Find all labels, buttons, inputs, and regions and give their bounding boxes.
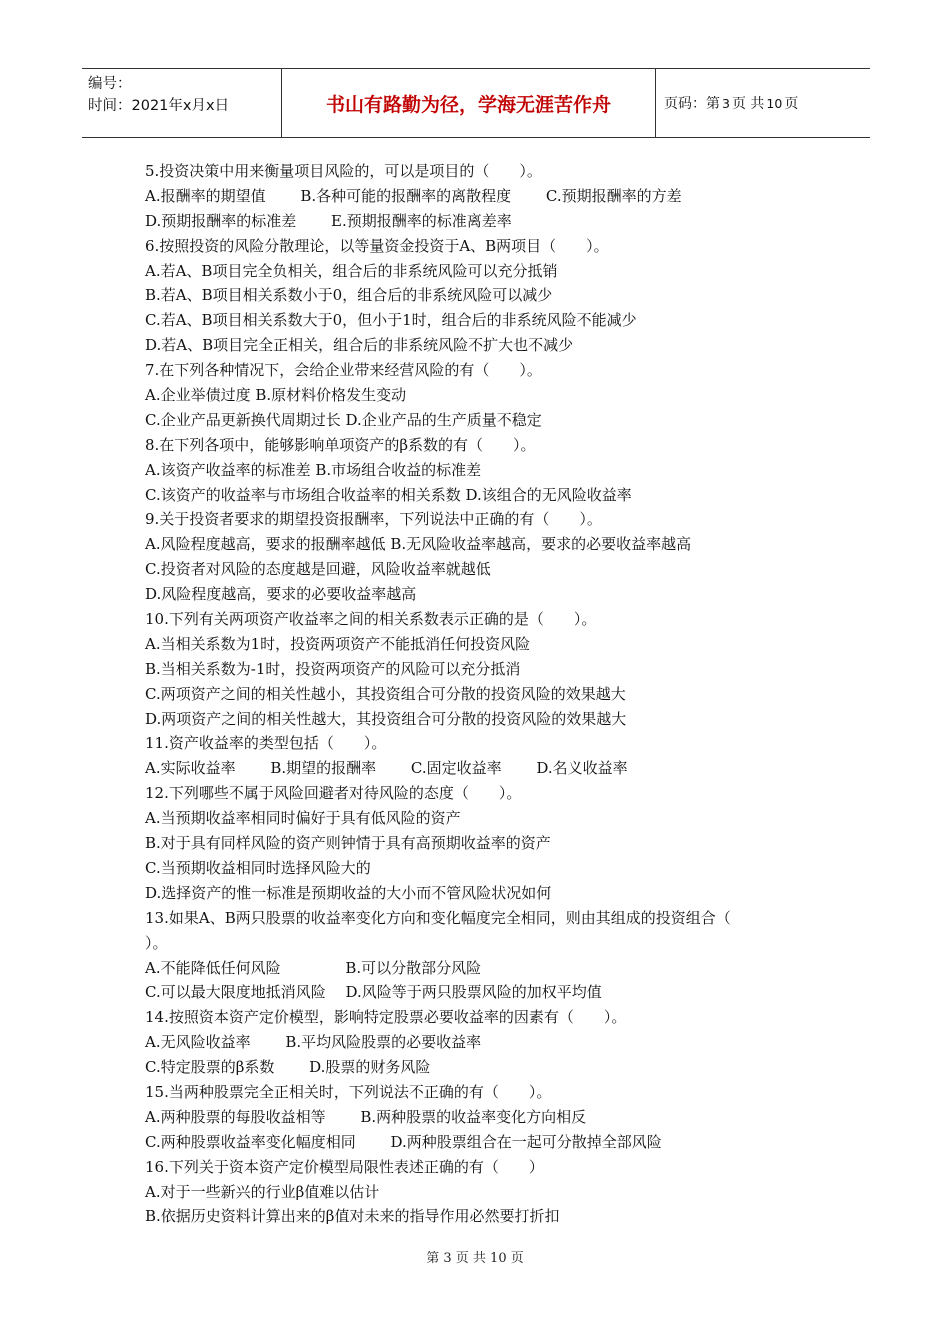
header-motto: 书山有路勤为径，学海无涯苦作舟 <box>282 69 656 137</box>
text-line: 16.下列关于资本资产定价模型局限性表述正确的有（ ） <box>145 1157 544 1176</box>
text-line: A.两种股票的每股收益相等 B.两种股票的收益率变化方向相反 <box>145 1107 587 1126</box>
text-line: C.投资者对风险的态度越是回避，风险收益率就越低 <box>145 560 491 579</box>
page-suffix: 页 <box>784 96 799 112</box>
text-line: D.若A、B项目完全正相关，组合后的非系统风险不扩大也不减少 <box>145 336 574 355</box>
text-line: C.可以最大限度地抵消风险 D.风险等于两只股票风险的加权平均值 <box>145 983 602 1002</box>
text-line: 14.按照资本资产定价模型，影响特定股票必要收益率的因素有（ ）。 <box>145 1008 627 1027</box>
text-line: A.实际收益率 B.期望的报酬率 C.固定收益率 D.名义收益率 <box>145 759 628 778</box>
text-line: B.依据历史资料计算出来的β值对未来的指导作用必然要打折扣 <box>145 1207 560 1226</box>
text-line: A.若A、B项目完全负相关，组合后的非系统风险可以充分抵销 <box>145 261 558 280</box>
text-line: B.当相关系数为-1时，投资两项资产的风险可以充分抵消 <box>145 659 521 678</box>
time-label: 时间：2021年x月x日 <box>88 98 230 114</box>
text-line: C.企业产品更新换代周期过长 D.企业产品的生产质量不稳定 <box>145 410 542 429</box>
page-total: 10 <box>766 95 783 111</box>
text-line: 10.下列有关两项资产收益率之间的相关系数表示正确的是（ ）。 <box>145 610 597 629</box>
text-line: D.两项资产之间的相关性越大，其投资组合可分散的投资风险的效果越大 <box>145 709 627 728</box>
text-line: A.报酬率的期望值 B.各种可能的报酬率的离散程度 C.预期报酬率的方差 <box>145 186 682 205</box>
text-line: A.对于一些新兴的行业β值难以估计 <box>145 1182 380 1201</box>
page-footer: 第 3 页 共 10 页 <box>426 1251 524 1266</box>
text-line: 15.当两种股票完全正相关时，下列说法不正确的有（ ）。 <box>145 1082 552 1101</box>
text-line: A.企业举债过度 B.原材料价格发生变动 <box>145 386 407 405</box>
text-line: B.对于具有同样风险的资产则钟情于具有高预期收益率的资产 <box>145 834 551 853</box>
document-body <box>145 159 815 1229</box>
number-label: 编号： <box>88 76 132 92</box>
text-line: C.特定股票的β系数 D.股票的财务风险 <box>145 1058 431 1077</box>
text-line: A.无风险收益率 B.平均风险股票的必要收益率 <box>145 1033 482 1052</box>
text-line: C.若A、B项目相关系数大于0，但小于1时，组合后的非系统风险不能减少 <box>145 311 637 330</box>
text-line: C.两种股票收益率变化幅度相同 D.两种股票组合在一起可分散掉全部风险 <box>145 1132 662 1151</box>
header-page-info <box>656 69 870 137</box>
text-line: C.两项资产之间的相关性越小，其投资组合可分散的投资风险的效果越大 <box>145 684 626 703</box>
text-line: D.选择资产的惟一标准是预期收益的大小而不管风险状况如何 <box>145 883 552 902</box>
text-line: D.风险程度越高，要求的必要收益率越高 <box>145 585 417 604</box>
text-line: 13.如果A、B两只股票的收益率变化方向和变化幅度完全相同，则由其组成的投资组合（ <box>145 908 731 927</box>
text-line: ）。 <box>145 933 168 952</box>
text-line: 7.在下列各种情况下，会给企业带来经营风险的有（ ）。 <box>145 361 542 380</box>
text-line: 6.按照投资的风险分散理论，以等量资金投资于A、B两项目（ ）。 <box>145 236 609 255</box>
text-line: 12.下列哪些不属于风险回避者对待风险的态度（ ）。 <box>145 784 522 803</box>
page-current: 3 <box>722 95 730 111</box>
text-line: 8.在下列各项中，能够影响单项资产的β系数的有（ ）。 <box>145 435 536 454</box>
text-line: 5.投资决策中用来衡量项目风险的，可以是项目的（ ）。 <box>145 162 542 180</box>
text-line: A.不能降低任何风险 B.可以分散部分风险 <box>145 958 482 977</box>
text-line: 9.关于投资者要求的期望投资报酬率，下列说法中正确的有（ ）。 <box>145 510 602 529</box>
text-line: 11.资产收益率的类型包括（ ）。 <box>145 734 387 753</box>
text-line: A.风险程度越高，要求的报酬率越低 B.无风险收益率越高，要求的必要收益率越高 <box>145 535 692 554</box>
text-line: D.预期报酬率的标准差 E.预期报酬率的标准离差率 <box>145 211 512 230</box>
text-line: A.当相关系数为1时，投资两项资产不能抵消任何投资风险 <box>145 634 531 653</box>
text-line: C.当预期收益相同时选择风险大的 <box>145 858 371 877</box>
page-header <box>82 68 870 138</box>
page-prefix: 页码：第 <box>664 96 720 112</box>
page-middle: 页 共 <box>731 96 765 112</box>
header-info <box>82 69 282 137</box>
text-line: A.当预期收益率相同时偏好于具有低风险的资产 <box>145 809 461 828</box>
text-line: B.若A、B项目相关系数小于0，组合后的非系统风险可以减少 <box>145 286 553 305</box>
text-line: A.该资产收益率的标准差 B.市场组合收益的标准差 <box>145 460 482 479</box>
text-line: C.该资产的收益率与市场组合收益率的相关系数 D.该组合的无风险收益率 <box>145 485 632 504</box>
